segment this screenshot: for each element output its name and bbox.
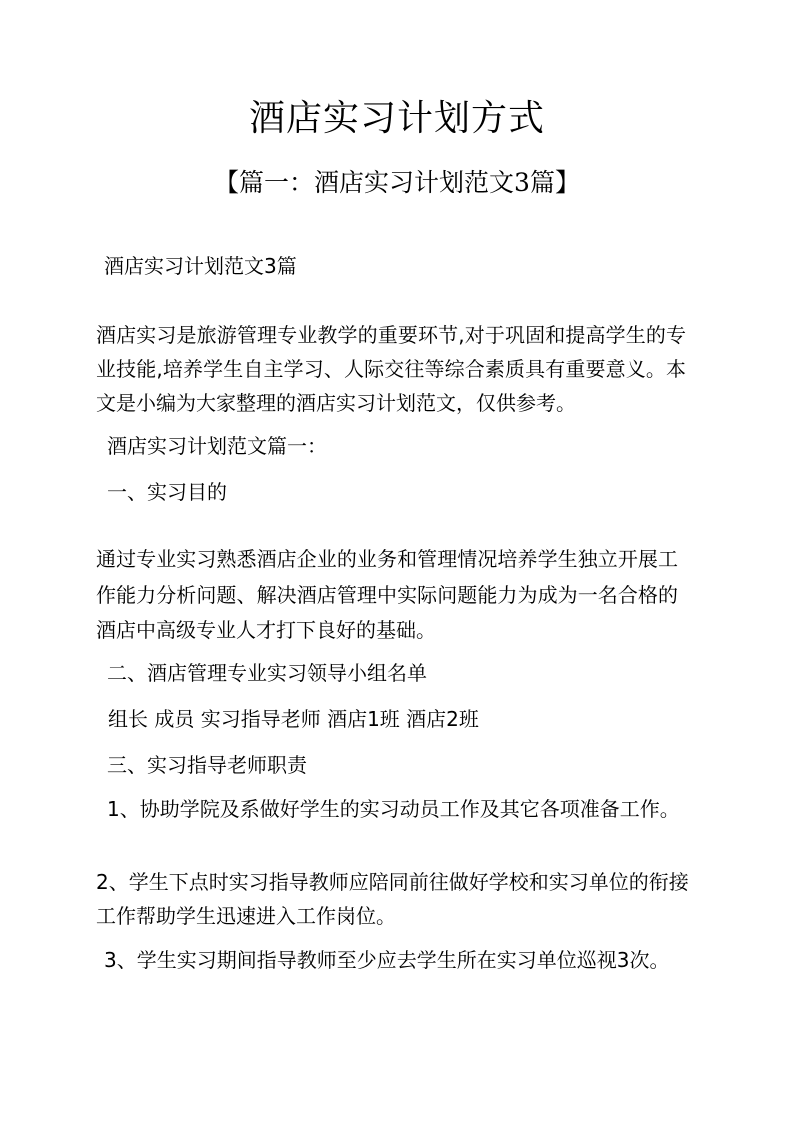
section-two-title: 二、酒店管理专业实习领导小组名单 <box>107 661 427 685</box>
duty-item-2-line-1: 2、学生下点时实习指导教师应陪同前往做好学校和实习单位的衔接 <box>96 870 689 894</box>
document-title: 酒店实习计划方式 <box>248 98 545 139</box>
part-one-heading: 酒店实习计划范文篇一： <box>107 434 327 458</box>
section-one-line-2: 作能力分析问题、解决酒店管理中实际问题能力为成为一名合格的 <box>96 583 678 607</box>
duty-item-1: 1、协助学院及系做好学生的实习动员工作及其它各项准备工作。 <box>107 797 680 821</box>
leadership-group-list: 组长 成员 实习指导老师 酒店1班 酒店2班 <box>108 707 479 731</box>
section-one-line-3: 酒店中高级专业人才打下良好的基础。 <box>96 618 436 642</box>
section-one-line-1: 通过专业实习熟悉酒店企业的业务和管理情况培养学生独立开展工 <box>96 547 678 571</box>
section-heading: 酒店实习计划范文3篇 <box>104 254 297 278</box>
duty-item-3: 3、学生实习期间指导教师至少应去学生所在实习单位巡视3次。 <box>104 948 670 972</box>
duty-item-2-line-2: 工作帮助学生迅速进入工作岗位。 <box>96 904 396 928</box>
section-one-title: 一、实习目的 <box>107 480 227 504</box>
section-three-title: 三、实习指导老师职责 <box>107 753 307 777</box>
document-subtitle: 【篇一：酒店实习计划范文3篇】 <box>214 168 580 197</box>
intro-paragraph-line-2: 业技能,培养学生自主学习、人际交往等综合素质具有重要意义。本 <box>96 357 686 381</box>
intro-paragraph-line-1: 酒店实习是旅游管理专业教学的重要环节,对于巩固和提高学生的专 <box>96 323 686 347</box>
intro-paragraph-line-3: 文是小编为大家整理的酒店实习计划范文，仅供参考。 <box>96 391 576 415</box>
